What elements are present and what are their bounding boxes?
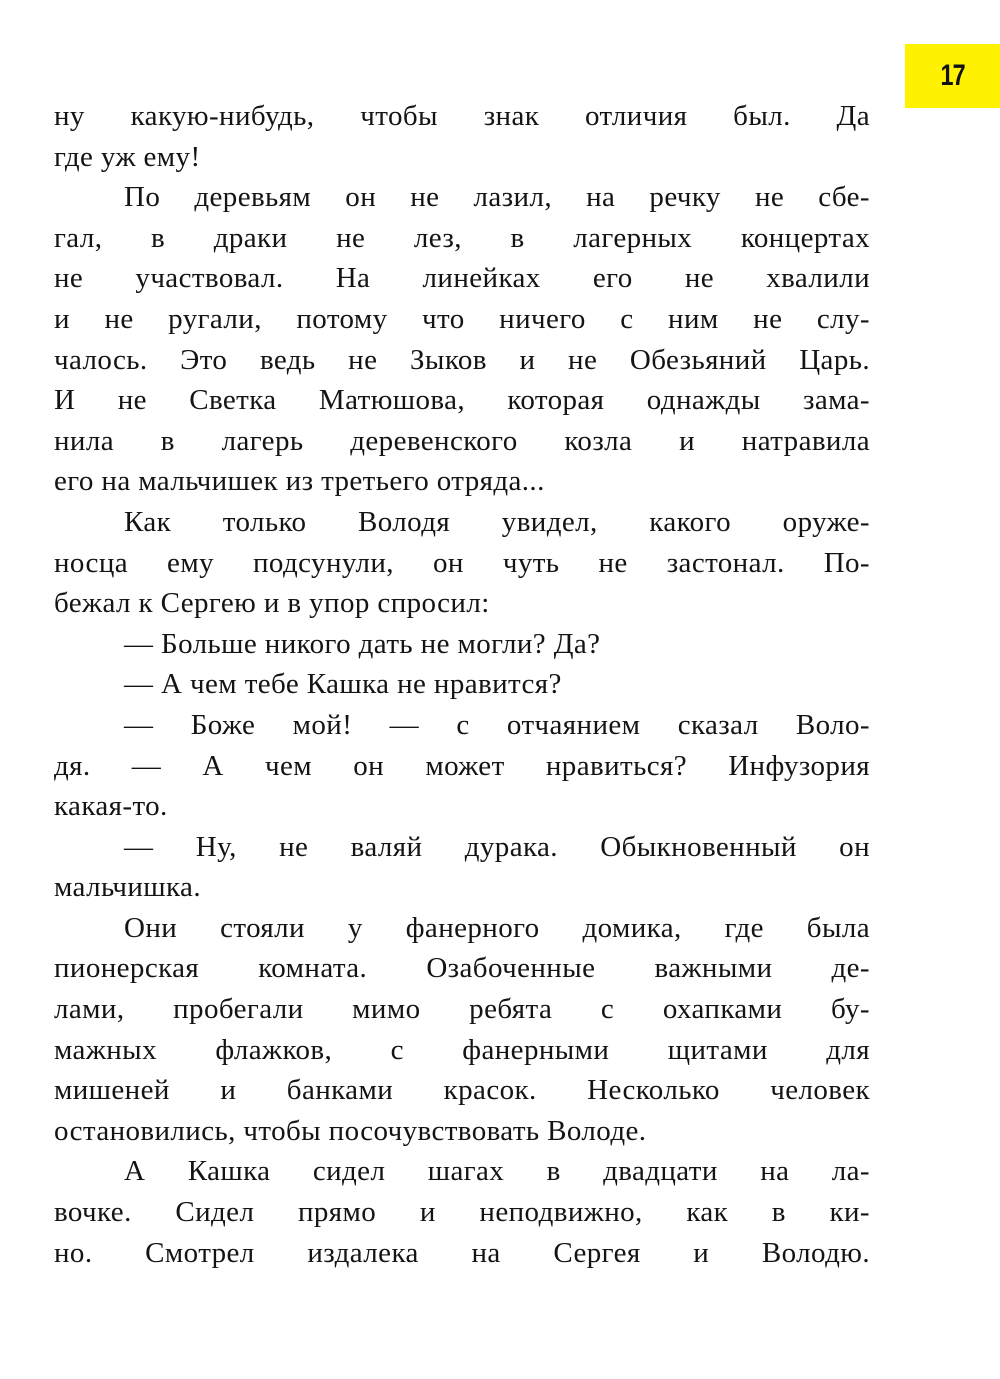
- text-line: — А чем тебе Кашка не нравится?: [124, 668, 562, 701]
- text-line: И не Светка Матюшова, которая однажды зама-: [54, 384, 870, 417]
- text-line: где уж ему!: [54, 140, 201, 173]
- text-line: мажных флажков, с фанерными щитами для: [54, 1033, 870, 1066]
- text-line: его на мальчишек из третьего отряда...: [54, 465, 545, 498]
- text-line: какая-то.: [54, 790, 168, 823]
- page-number: 17: [940, 59, 965, 92]
- text-line: но. Смотрел издалека на Сергея и Володю.: [54, 1236, 870, 1269]
- text-line: ну какую-нибудь, чтобы знак отличия был. Да: [54, 100, 870, 132]
- text-line: не участвовал. На линейках его не хвалили: [54, 262, 870, 295]
- text-line: чалось. Это ведь не Зыков и не Обезьяний Царь.: [54, 343, 870, 376]
- text-line: гал, в драки не лез, в лагерных концертах: [54, 221, 870, 254]
- text-line: лами, пробегали мимо ребята с охапками бу-: [54, 993, 870, 1026]
- page-number-badge: [905, 44, 1000, 108]
- text-line: и не ругали, потому что ничего с ним не слу-: [54, 302, 870, 335]
- text-line: А Кашка сидел шагах в двадцати на ла-: [124, 1155, 870, 1188]
- text-line: мишеней и банками красок. Несколько человек: [54, 1074, 870, 1107]
- text-line: носца ему подсунули, он чуть не застонал. По-: [54, 546, 870, 579]
- text-line: вочке. Сидел прямо и неподвижно, как в ки-: [54, 1196, 870, 1229]
- text-line: остановились, чтобы посочувствовать Володе.: [54, 1114, 647, 1147]
- text-line: — Ну, не валяй дурака. Обыкновенный он: [124, 830, 870, 863]
- book-text: [54, 96, 870, 1273]
- text-line: дя. — А чем он может нравиться? Инфузория: [54, 749, 870, 782]
- text-line: Они стояли у фанерного домика, где была: [124, 911, 870, 944]
- text-line: По деревьям он не лазил, на речку не сбе-: [124, 181, 870, 214]
- text-line: Как только Володя увидел, какого оруже-: [124, 505, 870, 538]
- text-line: пионерская комната. Озабоченные важными де-: [54, 952, 870, 985]
- text-line: мальчишка.: [54, 871, 201, 904]
- text-line: нила в лагерь деревенского козла и натравила: [54, 424, 870, 457]
- text-line: — Больше никого дать не могли? Да?: [124, 627, 601, 660]
- text-line: бежал к Сергею и в упор спросил:: [54, 587, 490, 620]
- text-line: — Боже мой! — с отчаянием сказал Воло-: [124, 708, 870, 741]
